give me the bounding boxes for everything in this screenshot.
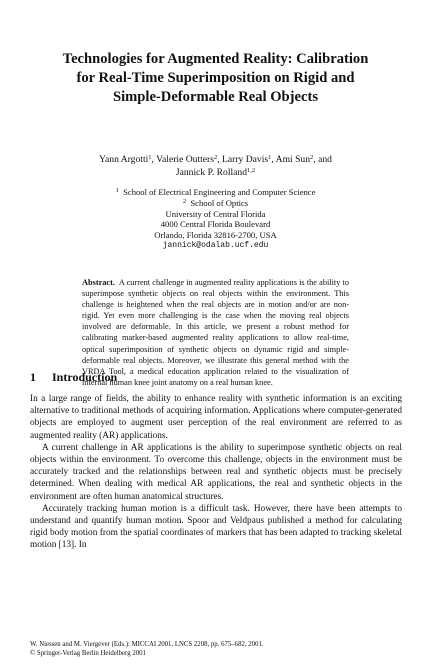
author-name: Jannick P. Rolland bbox=[175, 167, 248, 178]
abstract bbox=[82, 277, 349, 388]
abstract-text: A current challenge in augmented reality applications is the ability to superimpose synthetic objects on real objects within the environment. This challenge is heightened when the real objects are in motion and/or are non-rigid. Yet even more challenging is the case when the moving real objects involved are deformable. In this article, we present a robust method for calibrating marker-based augmented reality applications to allow real-time, optical superimposition of synthetic objects on dynamic rigid and simple-deformable real objects. Moreover, we illustrate this general method with the VRDA Tool, a medical education application related to the visualization of internal human knee joint anatomy on a real human knee. bbox=[82, 278, 349, 387]
abstract-label: Abstract. bbox=[82, 278, 115, 287]
affiliation-mark: 1 bbox=[115, 187, 119, 194]
author-name: Yann Argotti bbox=[99, 154, 149, 165]
title-line: Technologies for Augmented Reality: Calibration bbox=[62, 51, 369, 67]
author-email: jannick@odalab.ucf.edu bbox=[162, 240, 269, 250]
author-affiliation-mark: 2 bbox=[213, 154, 218, 161]
section-title: Introduction bbox=[52, 370, 118, 384]
author-name: Ami Sun bbox=[275, 154, 311, 165]
paragraph: A current challenge in AR applications is the ability to superimpose synthetic objects on real objects within the environment. To overcome this challenge, objects in the environment must be accurately tracked and the relationships between real and synthetic objects must be precisely determined. When dealing with medical AR applications, the real and synthetic objects in the environment are often human anatomical structures. bbox=[30, 442, 402, 502]
section-number: 1 bbox=[30, 370, 36, 384]
affiliation-city: Orlando, Florida 32816-2700, USA bbox=[154, 230, 277, 241]
author-separator: , and bbox=[313, 154, 332, 165]
author-name: Valerie Outters bbox=[156, 154, 214, 165]
author-affiliation-mark: 1 bbox=[268, 154, 272, 161]
title-line: for Real-Time Superimposition on Rigid and bbox=[76, 70, 355, 86]
title-line: Simple-Deformable Real Objects bbox=[112, 89, 319, 105]
author-separator: , bbox=[217, 154, 223, 165]
paragraph: Accurately tracking human motion is a difficult task. However, there have been attempts to understand and quantify human motion. Spoor and Veldpaus published a method for calculating rigid body motion from the spatial coordinates of markers that has been adapted to tracking skeletal motion [13]. In bbox=[30, 503, 402, 551]
author-affiliation-mark: 1,2 bbox=[247, 167, 256, 174]
affiliation-block bbox=[60, 187, 371, 252]
copyright-line: © Springer-Verlag Berlin Heidelberg 2001 bbox=[30, 649, 146, 657]
author-separator: , bbox=[271, 154, 276, 165]
author-affiliation-mark: 2 bbox=[310, 154, 314, 161]
author-name: Larry Davis bbox=[222, 154, 269, 165]
author-list bbox=[60, 153, 371, 179]
affiliation-university: University of Central Florida bbox=[165, 208, 266, 219]
page-footer bbox=[30, 641, 402, 658]
affiliation-mark: 2 bbox=[182, 197, 187, 205]
section-body bbox=[30, 393, 402, 552]
affiliation-school: School of Optics bbox=[190, 197, 249, 208]
paper-title bbox=[30, 50, 401, 107]
affiliation-line bbox=[60, 198, 371, 209]
author-line bbox=[60, 166, 371, 179]
section-heading bbox=[30, 370, 117, 384]
affiliation-line bbox=[60, 187, 371, 198]
author-affiliation-mark: 1 bbox=[148, 154, 152, 161]
author-separator: , bbox=[151, 154, 157, 165]
affiliation-school: School of Electrical Engineering and Computer Science bbox=[123, 187, 316, 197]
author-line bbox=[60, 153, 371, 166]
citation-line: W. Niessen and M. Viergever (Eds.): MICCAI 2001, LNCS 2208, pp. 675–682, 2001. bbox=[30, 641, 264, 648]
affiliation-street: 4000 Central Florida Boulevard bbox=[160, 219, 271, 230]
paragraph: In a large range of fields, the ability to enhance reality with synthetic information is an exciting alternative to traditional methods of acquiring information. Applications where computer-generated objects are employed to augment user perception of the real environment are referred to as augmented reality (AR) applications. bbox=[30, 394, 402, 441]
